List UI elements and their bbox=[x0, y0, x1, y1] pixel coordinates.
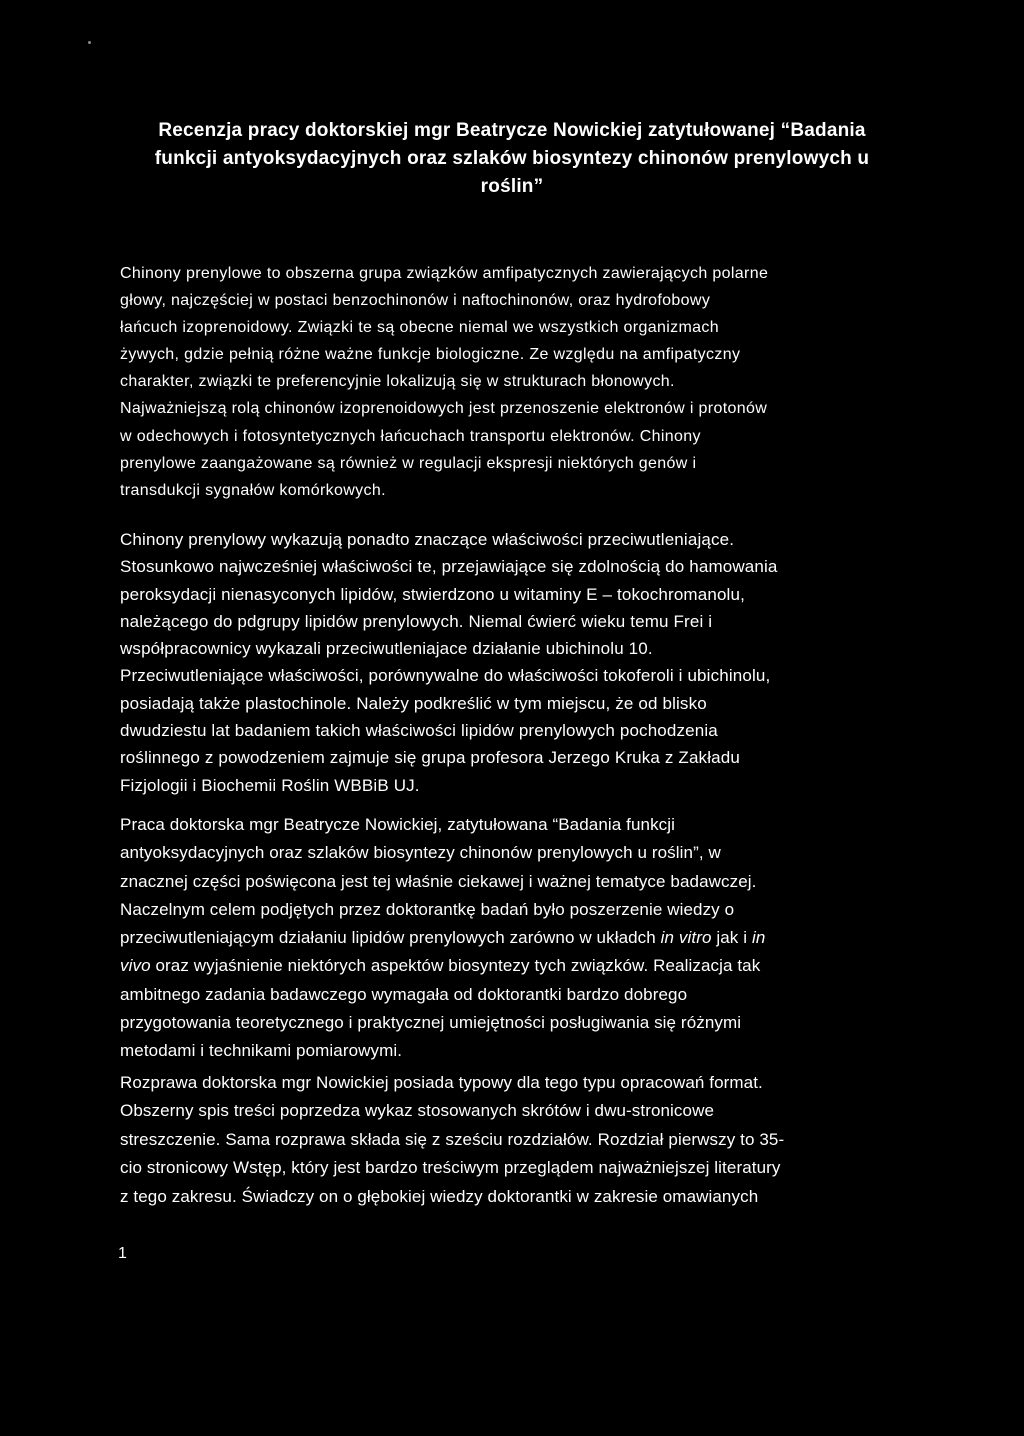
text-fragment: oraz wyjaśnienie niektórych aspektów biosyntezy tych związków. Realizacja tak bbox=[155, 956, 761, 976]
paragraph-thesis-structure bbox=[120, 1069, 910, 1211]
text-line: znacznej części poświęcona jest tej właśnie ciekawej i ważnej tematyce badawczej. bbox=[120, 871, 757, 891]
title-line: funkcji antyoksydacyjnych oraz szlaków biosyntezy chinonów prenylowych u bbox=[154, 148, 870, 169]
text-line: charakter, związki te preferencyjnie lokalizują się w strukturach błonowych. bbox=[120, 373, 675, 391]
text-line: Przeciwutleniające właściwości, porównywalne do właściwości tokoferoli i ubichinolu, bbox=[120, 666, 771, 686]
text-line: łańcuch izoprenoidowy. Związki te są obecne niemal we wszystkich organizmach bbox=[120, 319, 720, 337]
text-line: Najważniejszą rolą chinonów izoprenoidowych jest przenoszenie elektronów i protonów bbox=[120, 400, 768, 418]
text-line: peroksydacji nienasyconych lipidów, stwierdzono u witaminy E – tokochromanolu, bbox=[120, 584, 745, 604]
review-title bbox=[120, 117, 904, 201]
title-line: Recenzja pracy doktorskiej mgr Beatrycze Nowickiej zatytułowanej “Badania bbox=[158, 120, 866, 141]
text-line-mixed bbox=[120, 952, 910, 980]
text-line: Chinony prenylowy wykazują ponadto znaczące właściwości przeciwutleniające. bbox=[120, 530, 735, 549]
text-line: metodami i technikami pomiarowymi. bbox=[120, 1041, 403, 1061]
text-line: prenylowe zaangażowane są również w regulacji ekspresji niektórych genów i bbox=[120, 454, 697, 472]
italic-term: in bbox=[751, 928, 766, 948]
text-line: Naczelnym celem podjętych przez doktorantkę badań było poszerzenie wiedzy o bbox=[120, 899, 735, 919]
text-line: posiadają także plastochinole. Należy podkreślić w tym miejscu, że od blisko bbox=[120, 693, 707, 713]
paragraph-thesis-aims bbox=[120, 811, 910, 1066]
text-fragment: przeciwutleniającym działaniu lipidów prenylowych zarówno w układch bbox=[120, 928, 656, 948]
page-number: 1 bbox=[118, 1245, 127, 1262]
text-line: Chinony prenylowe to obszerna grupa związków amfipatycznych zawierających polarne bbox=[120, 265, 769, 282]
title-line: roślin” bbox=[480, 176, 544, 197]
text-line: należącego do pdgrupy lipidów prenylowych. Niemal ćwierć wieku temu Frei i bbox=[120, 611, 713, 631]
text-line: współpracownicy wykazali przeciwutleniajace działanie ubichinolu 10. bbox=[120, 639, 653, 659]
text-line: dwudziestu lat badaniem takich właściwości lipidów prenylowych pochodzenia bbox=[120, 721, 718, 741]
text-line: w odechowych i fotosyntetycznych łańcuchach transportu elektronów. Chinony bbox=[120, 427, 701, 445]
paragraph-prenyl-quinones-intro bbox=[120, 260, 910, 504]
text-line: z tego zakresu. Świadczy on o głębokiej wiedzy doktorantki w zakresie omawianych bbox=[120, 1186, 759, 1206]
text-line: cio stronicowy Wstęp, który jest bardzo treściwym przeglądem najważniejszej literatury bbox=[120, 1158, 781, 1178]
text-line: Fizjologii i Biochemii Roślin WBBiB UJ. bbox=[120, 775, 420, 795]
text-line: głowy, najczęściej w postaci benzochinonów i naftochinonów, oraz hydrofobowy bbox=[120, 292, 711, 310]
text-line: Rozprawa doktorska mgr Nowickiej posiada typowy dla tego typu opracowań format. bbox=[120, 1073, 763, 1092]
text-fragment: jak i bbox=[716, 928, 748, 948]
text-line: antyoksydacyjnych oraz szlaków biosyntezy chinonów prenylowych u roślin”, w bbox=[120, 843, 721, 863]
text-line: roślinnego z powodzeniem zajmuje się grupa profesora Jerzego Kruka z Zakładu bbox=[120, 748, 740, 768]
text-line: Stosunkowo najwcześniej właściwości te, przejawiające się zdolnością do hamowania bbox=[120, 557, 778, 577]
text-line: żywych, gdzie pełnią różne ważne funkcje biologiczne. Ze względu na amfipatyczny bbox=[120, 346, 741, 364]
text-line: ambitnego zadania badawczego wymagała od doktorantki bardzo dobrego bbox=[120, 984, 688, 1004]
text-line: streszczenie. Sama rozprawa składa się z sześciu rozdziałów. Rozdział pierwszy to 35- bbox=[120, 1129, 785, 1149]
italic-term: in vitro bbox=[660, 928, 712, 948]
text-line: przygotowania teoretycznego i praktycznej umiejętności posługiwania się różnymi bbox=[120, 1013, 742, 1033]
paragraph-antioxidant-properties bbox=[120, 526, 910, 799]
scan-speck bbox=[88, 41, 91, 44]
text-line: Obszerny spis treści poprzedza wykaz stosowanych skrótów i dwu-stronicowe bbox=[120, 1101, 715, 1121]
text-line: transdukcji sygnałów komórkowych. bbox=[120, 481, 386, 499]
text-line: Praca doktorska mgr Beatrycze Nowickiej, zatytułowana “Badania funkcji bbox=[120, 815, 676, 834]
text-line-mixed bbox=[120, 924, 910, 952]
italic-term: vivo bbox=[120, 956, 151, 976]
